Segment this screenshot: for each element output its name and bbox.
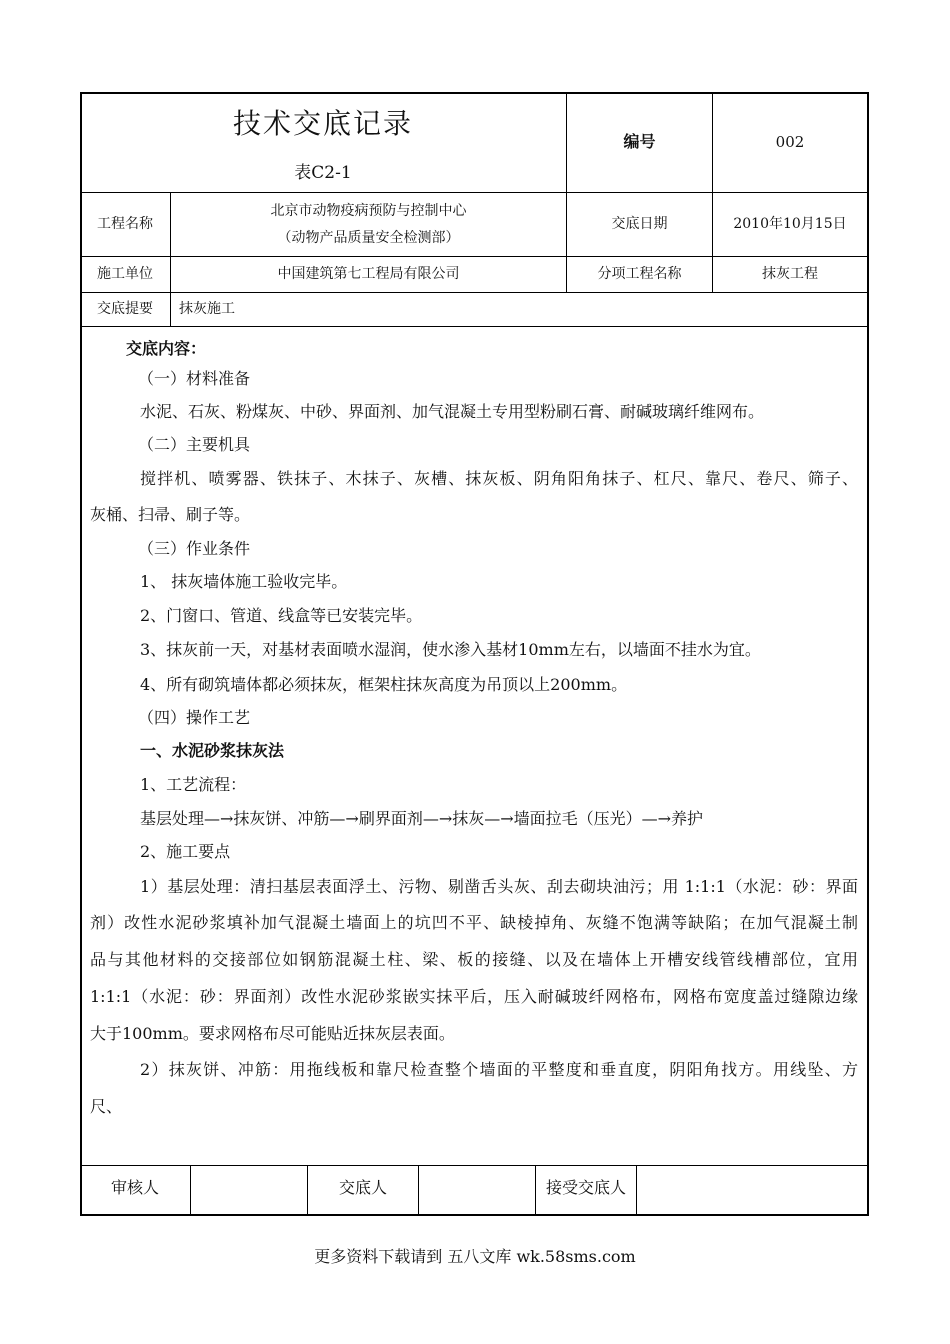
subproject-value: 抹灰工程 <box>762 265 818 282</box>
page-title: 技术交底记录 <box>232 107 413 140</box>
project-name-value <box>171 193 566 256</box>
divider <box>80 326 869 327</box>
content-line: 大于100mm。要求网格布尽可能贴近抹灰层表面。 <box>90 1024 455 1043</box>
summary-label: 交底提要 <box>97 300 153 317</box>
discloser-label: 交底人 <box>338 1177 387 1197</box>
code-value: 002 <box>775 132 805 151</box>
content-line: 剂）改性水泥砂浆填补加气混凝土墙面上的坑凹不平、缺棱掉角、灰缝不饱满等缺陷；在加气混凝土制 <box>90 913 858 932</box>
subproject-label: 分项工程名称 <box>597 265 682 282</box>
receiver-label: 接受交底人 <box>545 1177 626 1197</box>
content-line: 1、 抹灰墙体施工验收完毕。 <box>140 572 348 591</box>
content-line: 2）抹灰饼、冲筋：用拖线板和靠尺检查整个墙面的平整度和垂直度，阴阳角找方。用线坠、方 <box>140 1060 858 1079</box>
receiver-signature[interactable] <box>637 1166 867 1210</box>
content-line: 4、所有砌筑墙体都必须抹灰，框架柱抹灰高度为吊顶以上200mm。 <box>140 675 628 694</box>
content-line: （四）操作工艺 <box>138 708 251 727</box>
content-line: 2、施工要点 <box>140 842 231 861</box>
content-line: 搅拌机、喷雾器、铁抹子、木抹子、灰槽、抹灰板、阴角阳角抹子、杠尺、靠尺、卷尺、筛子、 <box>140 469 858 488</box>
project-name-line: （动物产品质量安全检测部） <box>277 229 460 246</box>
content-line: （二）主要机具 <box>138 435 251 454</box>
form-number: 表C2-1 <box>294 163 352 183</box>
record-form <box>80 92 869 1216</box>
date-label: 交底日期 <box>611 215 668 232</box>
content-line: 1:1:1（水泥：砂：界面剂）改性水泥砂浆嵌实抹平后，压入耐碱玻纤网格布，网格布宽度盖过缝隙边缘 <box>90 987 858 1006</box>
unit-value: 中国建筑第七工程局有限公司 <box>277 265 460 282</box>
content-line: 尺、 <box>90 1097 123 1116</box>
content-line: 1）基层处理：清扫基层表面浮土、污物、剔凿舌头灰、刮去砌块油污；用 1:1:1（水泥：砂：界面 <box>140 877 858 896</box>
content-line: 基层处理—→抹灰饼、冲筋—→刷界面剂—→抹灰—→墙面拉毛（压光）—→养护 <box>140 809 704 828</box>
section-heading: 一、水泥砂浆抹灰法 <box>140 741 285 760</box>
content-line: 灰桶、扫帚、刷子等。 <box>90 505 251 524</box>
footer-link[interactable]: 更多资料下载请到 五八文库 wk.58sms.com <box>314 1247 636 1266</box>
content-line: 1、工艺流程： <box>140 775 247 794</box>
content-line: 水泥、石灰、粉煤灰、中砂、界面剂、加气混凝土专用型粉刷石膏、耐碱玻璃纤维网布。 <box>140 402 765 421</box>
project-name-label: 工程名称 <box>97 215 153 232</box>
content-line: （一）材料准备 <box>138 369 251 388</box>
content-line: （三）作业条件 <box>138 539 251 558</box>
discloser-signature[interactable] <box>419 1166 535 1210</box>
reviewer-signature[interactable] <box>191 1166 307 1210</box>
summary-value: 抹灰施工 <box>179 300 235 317</box>
date-value: 2010年10月15日 <box>733 215 847 232</box>
unit-label: 施工单位 <box>97 265 153 282</box>
content-line: 品与其他材料的交接部位如钢筋混凝土柱、梁、板的接缝、以及在墙体上开槽安线管线槽部位，宜用 <box>90 950 858 969</box>
content-line: 2、门窗口、管道、线盒等已安装完毕。 <box>140 606 423 625</box>
reviewer-label: 审核人 <box>110 1177 159 1197</box>
project-name-line: 北京市动物疫病预防与控制中心 <box>270 202 467 219</box>
content-heading: 交底内容： <box>126 339 207 358</box>
code-label: 编号 <box>623 131 656 151</box>
content-line: 3、抹灰前一天，对基材表面喷水湿润，使水渗入基材10mm左右，以墙面不挂水为宜。 <box>140 640 761 659</box>
